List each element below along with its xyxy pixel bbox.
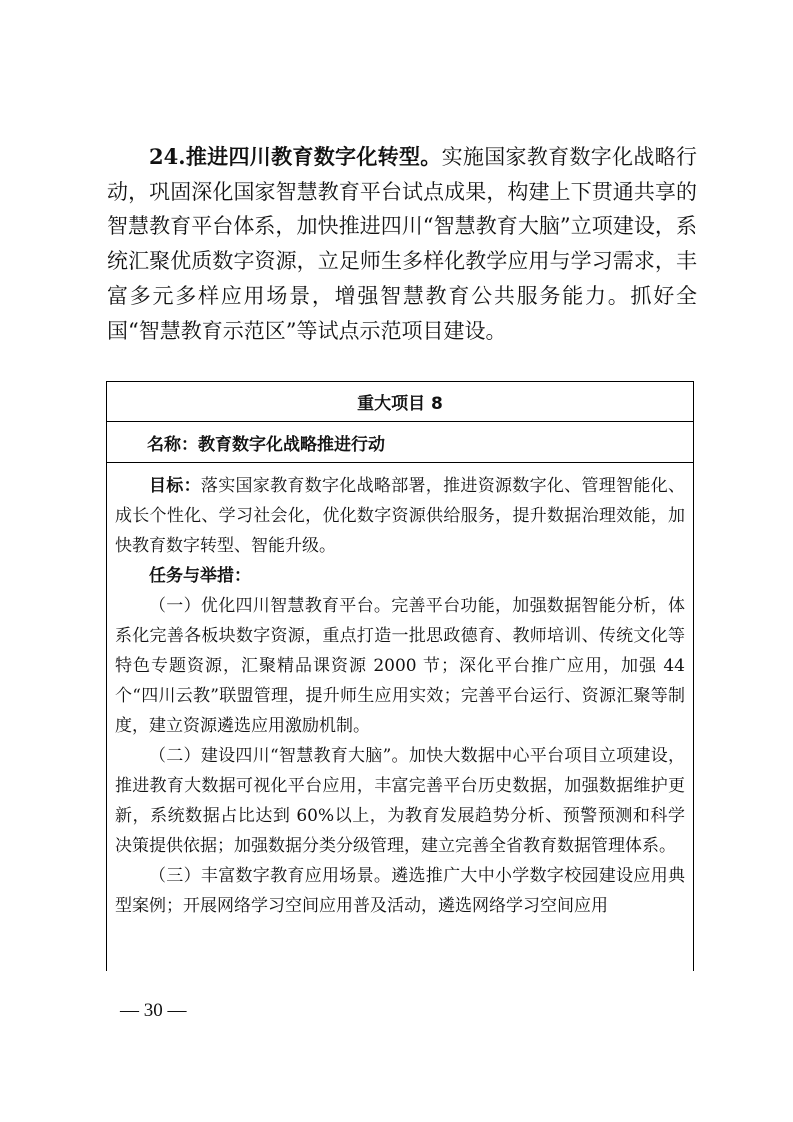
intro-lead: 24.推进四川教育数字化转型。 bbox=[149, 144, 442, 169]
project-body bbox=[107, 463, 693, 921]
page-number: — 30 — bbox=[120, 1000, 187, 1021]
goal-label: 目标： bbox=[149, 476, 201, 496]
project-name: 名称：教育数字化战略推进行动 bbox=[107, 422, 693, 463]
task-item: （三）丰富数字教育应用场景。遴选推广大中小学数字校园建设应用典型案例；开展网络学习空间应用普及活动，遴选网络学习空间应用 bbox=[115, 866, 685, 916]
goal-text: 落实国家教育数字化战略部署，推进资源数字化、管理智能化、成长个性化、学习社会化，优化数字资源供给服务，提升数据治理效能，加快教育数字转型、智能升级。 bbox=[115, 476, 686, 556]
project-box bbox=[106, 381, 694, 971]
tasks-label: 任务与举措： bbox=[149, 566, 251, 586]
intro-paragraph bbox=[107, 140, 697, 348]
intro-text: 实施国家教育数字化战略行动，巩固深化国家智慧教育平台试点成果，构建上下贯通共享的智慧教育平台体系，加快推进四川“智慧教育大脑”立项建设，系统汇聚优质数字资源，立足师生多样化教学应用与学习需求，丰富多元多样应用场景，增强智慧教育公共服务能力。抓好全国“智慧教育示范区”等试点示范项目建设。 bbox=[107, 145, 697, 343]
task-item: （二）建设四川“智慧教育大脑”。加快大数据中心平台项目立项建设，推进教育大数据可视化平台应用，丰富完善平台历史数据，加强数据维护更新，系统数据占比达到 60%以上，为教育发展趋势分析、预警预测和科学决策提供依据；加强数据分类分级管理，建立完善全省教育数据管理体系。 bbox=[115, 746, 685, 856]
task-item: （一）优化四川智慧教育平台。完善平台功能，加强数据智能分析，体系化完善各板块数字资源，重点打造一批思政德育、教师培训、传统文化等特色专题资源，汇聚精品课资源 2000 节；深化平台推广应用，加强 44 个“四川云教”联盟管理，提升师生应用实效；完善平台运行、资源汇聚等制度，建立资源遴选应用激励机制。 bbox=[115, 596, 685, 736]
project-title: 重大项目 8 bbox=[107, 382, 693, 422]
project-goal bbox=[115, 471, 685, 561]
